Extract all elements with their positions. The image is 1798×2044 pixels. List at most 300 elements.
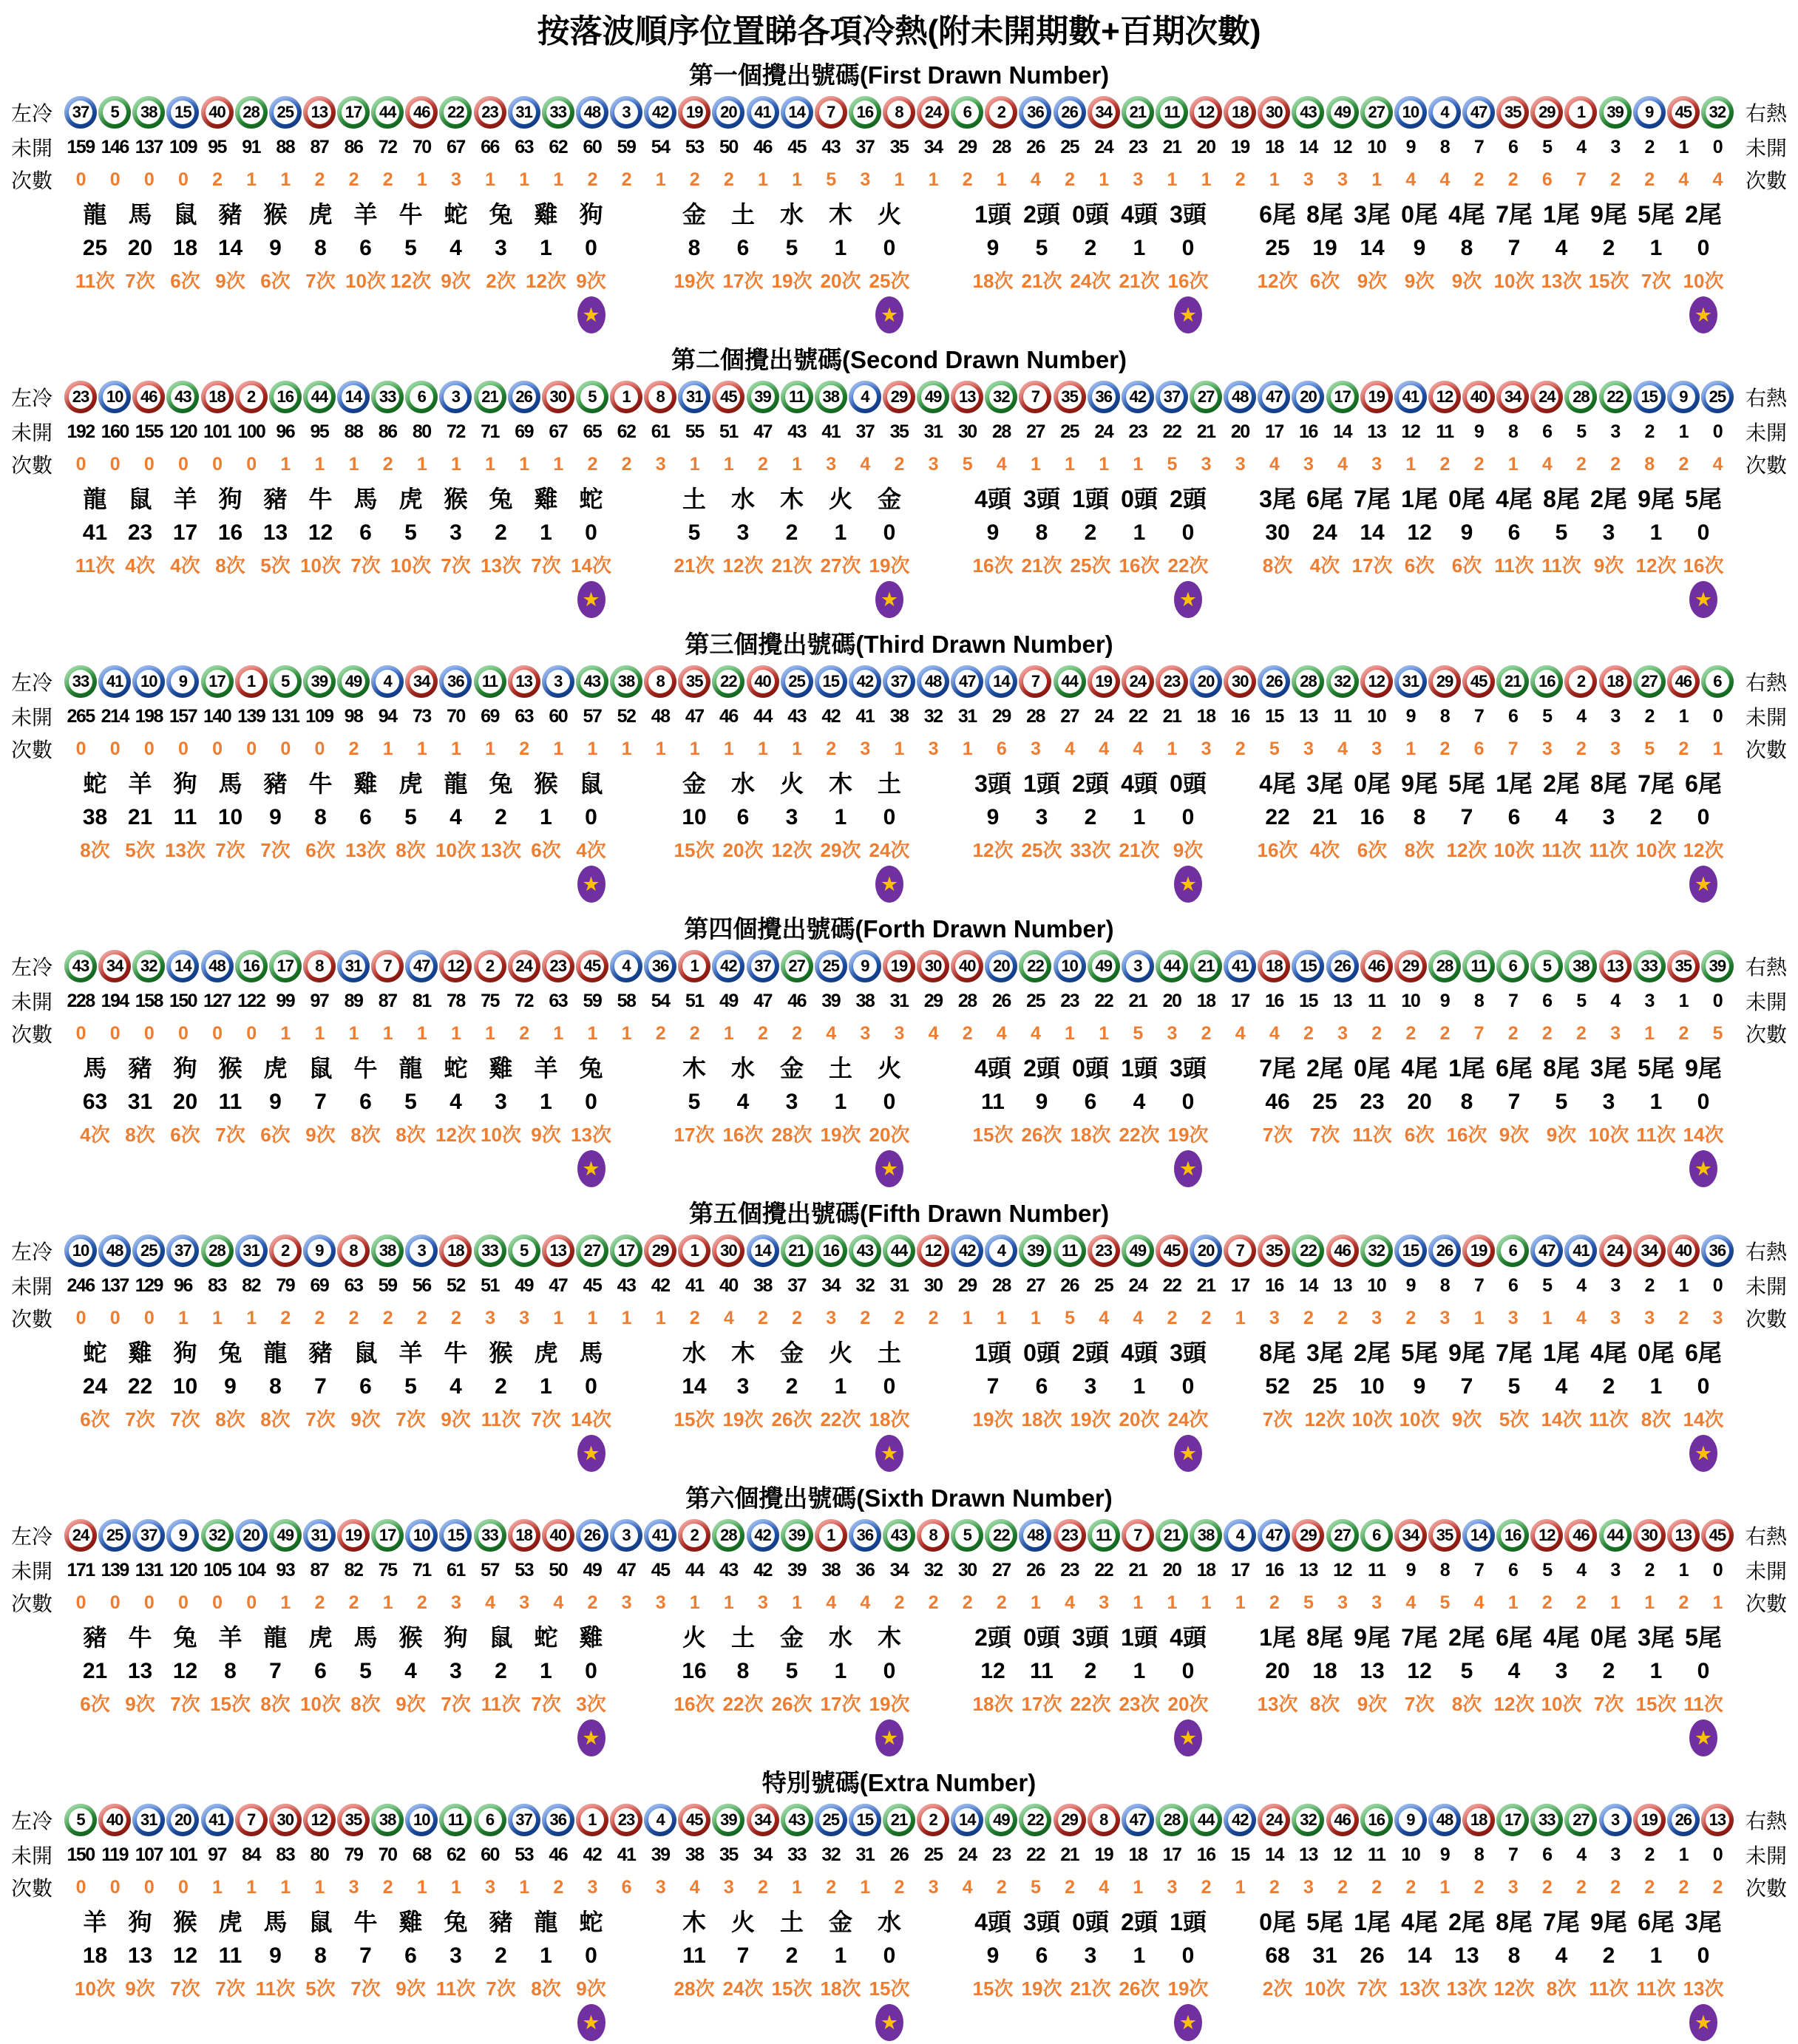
times-count: 3: [1371, 1592, 1382, 1613]
not-drawn-count: 9: [1405, 1559, 1416, 1580]
group-value: 0: [1181, 805, 1195, 829]
group-label: 狗: [128, 1909, 152, 1935]
group-label: 土: [877, 1340, 901, 1366]
star-cell: [1632, 866, 1680, 906]
times-count: 2: [314, 169, 325, 190]
star-cell: [569, 296, 614, 336]
ball-number: 7: [1228, 1239, 1252, 1263]
group-times: 4次: [125, 554, 155, 577]
group-label: 3尾: [1685, 1909, 1722, 1935]
group-value: 1: [540, 520, 552, 545]
times-count: 1: [212, 1876, 222, 1898]
lottery-ball: [1360, 381, 1393, 413]
not-drawn-count: 7: [1473, 136, 1484, 157]
group-times: 9次: [441, 1408, 471, 1430]
group-times: 13次: [481, 839, 521, 861]
times-count: 0: [177, 1022, 188, 1044]
not-drawn-count: 34: [821, 1274, 841, 1296]
section-title: 第一個攪出號碼(First Drawn Number): [688, 61, 1110, 89]
star-cell: [865, 296, 914, 336]
lottery-ball: [235, 950, 268, 982]
group-value: 0: [883, 1943, 896, 1968]
not-drawn-count: 63: [549, 990, 568, 1011]
star-cell: [208, 581, 253, 621]
times-count: 2: [1235, 738, 1245, 759]
ball-number: 41: [751, 101, 775, 124]
group-elements: [670, 1620, 914, 1759]
lottery-ball: [712, 96, 744, 129]
lottery-ball: [166, 1519, 199, 1552]
times-label: 次數: [1745, 169, 1787, 192]
group-label: 鼠: [128, 486, 152, 512]
star-icon: ★: [577, 866, 605, 903]
ball-number: 15: [1638, 385, 1661, 409]
times-count: 3: [860, 738, 870, 759]
lottery-ball: [1564, 950, 1597, 982]
not-drawn-count: 43: [787, 705, 807, 727]
group-times: 13次: [1683, 1977, 1724, 2000]
not-drawn-count: 13: [1299, 1844, 1317, 1865]
lottery-ball: [439, 1519, 472, 1552]
group-value: 46: [1265, 1090, 1290, 1114]
lottery-ball: [1122, 96, 1154, 129]
group-label: 3頭: [1023, 486, 1060, 512]
lottery-ball: [1326, 1235, 1359, 1267]
ball-number: 37: [69, 101, 92, 124]
group-elements: [670, 197, 914, 336]
ball-number: 43: [580, 670, 604, 693]
ball-number: 14: [989, 670, 1013, 693]
times-count: 2: [962, 1592, 972, 1613]
not-drawn-count: 63: [515, 136, 534, 157]
group-value: 63: [82, 1090, 108, 1114]
not-drawn-count: 47: [753, 990, 772, 1011]
times-count: 2: [758, 1307, 767, 1328]
not-drawn-count: 34: [753, 1844, 772, 1865]
not-drawn-count: 15: [1299, 990, 1317, 1011]
group-value: 7: [359, 1943, 372, 1968]
lottery-ball: [474, 1519, 506, 1552]
ball-number: 30: [1262, 101, 1286, 124]
not-drawn-count: 21: [1060, 1844, 1079, 1865]
group-label: 4尾: [1590, 1340, 1627, 1366]
times-count: 2: [894, 1876, 904, 1898]
star-cell: [523, 1150, 569, 1190]
star-icon: ★: [1174, 581, 1202, 618]
star-cell: [719, 2004, 767, 2044]
group-times: 13次: [571, 1124, 611, 1146]
star-icon: ★: [577, 2004, 605, 2041]
group-value: 7: [314, 1090, 327, 1114]
ball-number: 30: [274, 1808, 297, 1832]
ball-number: 21: [1126, 101, 1150, 124]
lottery-ball: [1360, 665, 1393, 698]
group-label: 狗: [173, 770, 197, 797]
group-value: 8: [224, 1659, 237, 1683]
not-drawn-count: 6: [1542, 990, 1552, 1011]
times-count: 3: [1507, 1307, 1518, 1328]
times-count: 2: [962, 1022, 972, 1044]
not-drawn-count: 7: [1507, 990, 1518, 1011]
ball-number: 37: [751, 954, 775, 978]
not-drawn-count: 79: [276, 1274, 295, 1296]
group-times: 21次: [1070, 1977, 1111, 2000]
times-count: 1: [1644, 1022, 1655, 1044]
times-count: 2: [1337, 1876, 1348, 1898]
lottery-ball: [1496, 1804, 1529, 1836]
not-drawn-count: 119: [101, 1844, 129, 1865]
times-count: 2: [928, 1592, 938, 1613]
star-cell: [1301, 1150, 1348, 1190]
group-times: 10次: [1493, 270, 1535, 292]
times-count: 1: [1133, 453, 1143, 475]
group-value: 9: [224, 1374, 237, 1399]
not-drawn-row: [0, 700, 1798, 733]
lottery-ball: [1462, 381, 1495, 413]
group-label: 土: [730, 1624, 755, 1651]
lottery-ball: [1496, 1235, 1529, 1267]
times-count: 3: [723, 1876, 733, 1898]
lottery-ball: [610, 665, 642, 698]
times-count: 2: [1678, 1022, 1689, 1044]
ball-number: 45: [580, 954, 604, 978]
not-drawn-count: 22: [1162, 1274, 1181, 1296]
group-value: 0: [1697, 520, 1710, 545]
group-value: 1: [1133, 1374, 1146, 1399]
group-times: 9次: [305, 1124, 336, 1146]
group-times: 4次: [1309, 554, 1340, 577]
star-cell: [343, 1719, 388, 1759]
group-times: 8次: [350, 1124, 381, 1146]
group-times: 12次: [526, 270, 566, 292]
ball-number: 9: [171, 1524, 194, 1547]
group-times: 27次: [820, 554, 861, 577]
star-cell: [1164, 1435, 1212, 1475]
lottery-ball: [576, 1519, 608, 1552]
group-value: 1: [1649, 1659, 1663, 1683]
times-count: 2: [1405, 1307, 1416, 1328]
not-drawn-count: 139: [101, 1559, 129, 1580]
not-drawn-count: 69: [481, 705, 499, 727]
lottery-ball: [337, 1235, 370, 1267]
group-value: 12: [308, 520, 333, 545]
ball-number: 23: [1092, 1239, 1116, 1263]
ball-number: 43: [1296, 101, 1320, 124]
group-label: 4頭: [1121, 770, 1158, 797]
group-value: 25: [1312, 1374, 1337, 1399]
group-zodiac: [72, 1336, 614, 1475]
group-times: 16次: [722, 1124, 764, 1146]
not-drawn-count: 122: [237, 990, 265, 1011]
not-drawn-count: 18: [1196, 705, 1215, 727]
times-count: 1: [1133, 1876, 1143, 1898]
group-times: 19次: [771, 270, 813, 292]
group-value: 4: [450, 236, 462, 260]
ball-number: 6: [1501, 1239, 1524, 1263]
ball-number: 32: [989, 385, 1013, 409]
group-value: 3: [1555, 1659, 1568, 1683]
star-cell: [968, 1719, 1017, 1759]
lottery-ball: [781, 665, 813, 698]
not-drawn-count: 40: [719, 1274, 738, 1296]
not-drawn-count: 44: [685, 1559, 704, 1580]
lottery-ball: [917, 1519, 949, 1552]
group-value: 9: [269, 1943, 282, 1968]
star-cell: [1164, 866, 1212, 906]
not-drawn-count: 5: [1542, 1559, 1552, 1580]
group-heads: [968, 1051, 1212, 1190]
lottery-ball: [1633, 96, 1666, 129]
times-count: 3: [519, 1307, 529, 1328]
lottery-ball: [1326, 96, 1359, 129]
times-count: 1: [655, 1307, 665, 1328]
group-value: 1: [834, 1090, 847, 1114]
star-cell: [1632, 1150, 1680, 1190]
group-label: 狗: [579, 201, 603, 228]
ball-number: 4: [648, 1808, 672, 1832]
group-label: 3頭: [1170, 1055, 1207, 1082]
group-label: 羊: [128, 770, 152, 797]
star-cell: [1115, 581, 1164, 621]
not-drawn-count: 32: [923, 705, 943, 727]
lottery-ball: [1599, 665, 1632, 698]
times-count: 1: [792, 1876, 802, 1898]
lottery-ball: [1564, 381, 1597, 413]
not-drawn-count: 47: [753, 421, 772, 442]
lottery-ball: [1292, 381, 1324, 413]
group-value: 8: [1460, 236, 1473, 260]
group-label: 4尾: [1401, 1055, 1438, 1082]
group-value: 0: [883, 520, 896, 545]
group-times: 11次: [1589, 1408, 1629, 1430]
ball-number: 30: [921, 954, 945, 978]
group-times: 8次: [1546, 1977, 1577, 2000]
times-row: [0, 163, 1798, 196]
not-drawn-count: 15: [1230, 1844, 1249, 1865]
star-cell: [767, 581, 816, 621]
ball-row: [0, 948, 1798, 985]
ball-number: 43: [853, 1239, 877, 1263]
ball-number: 19: [342, 1524, 365, 1547]
not-drawn-count: 67: [549, 421, 568, 442]
group-times: 7次: [350, 554, 381, 577]
lottery-ball: [1054, 1804, 1086, 1836]
star-icon: ★: [875, 581, 903, 618]
group-value: 7: [986, 1374, 1000, 1399]
ball-number: 33: [1638, 954, 1661, 978]
group-value: 10: [217, 805, 243, 829]
not-drawn-count: 4: [1576, 1274, 1586, 1296]
times-count: 2: [1439, 1022, 1450, 1044]
lottery-ball: [235, 96, 268, 129]
not-drawn-count: 150: [67, 1844, 95, 1865]
left-cold-label: 左冷: [10, 956, 52, 979]
star-cell: [1348, 581, 1396, 621]
times-count: 1: [689, 453, 699, 475]
lottery-ball: [371, 96, 404, 129]
lottery-ball: [1224, 950, 1256, 982]
star-cell: [1632, 1719, 1680, 1759]
ball-number: 19: [1467, 1239, 1490, 1263]
not-drawn-count: 93: [276, 1559, 295, 1580]
group-value: 8: [1413, 805, 1426, 829]
ball-number: 6: [478, 1808, 502, 1832]
times-count: 4: [485, 1592, 495, 1613]
group-label: 狗: [173, 1055, 197, 1082]
ball-number: 7: [240, 1808, 263, 1832]
group-times: 10次: [75, 1977, 115, 2000]
times-count: 1: [723, 738, 733, 759]
star-cell: [343, 1150, 388, 1190]
star-cell: [478, 581, 523, 621]
times-count: 4: [1133, 1307, 1143, 1328]
group-value: 20: [1407, 1090, 1432, 1114]
times-count: 1: [553, 738, 563, 759]
group-value: 20: [127, 236, 153, 260]
not-drawn-count: 25: [1060, 136, 1079, 157]
group-value: 2: [1084, 1659, 1097, 1683]
star-cell: [478, 1435, 523, 1475]
group-label: 虎: [398, 770, 423, 797]
times-count: 1: [1031, 1592, 1040, 1613]
ball-number: 7: [1023, 670, 1047, 693]
ball-number: 16: [274, 385, 297, 409]
times-count: 1: [1167, 1592, 1177, 1613]
times-count: 2: [792, 1022, 802, 1044]
lottery-ball: [917, 950, 949, 982]
lottery-ball: [1701, 1519, 1734, 1552]
lottery-ball: [166, 96, 199, 129]
ball-number: 34: [751, 1808, 775, 1832]
group-value: 3: [1602, 1090, 1615, 1114]
group-times: 18次: [972, 1693, 1014, 1715]
ball-number: 43: [69, 954, 92, 978]
times-label: 次數: [10, 1308, 52, 1331]
not-drawn-count: 1: [1678, 705, 1689, 727]
star-icon: ★: [1174, 866, 1202, 903]
group-value: 0: [1181, 236, 1195, 260]
times-count: 0: [143, 1876, 154, 1898]
group-times: 7次: [1404, 1693, 1435, 1715]
not-drawn-count: 13: [1333, 1274, 1351, 1296]
group-times: 15次: [674, 839, 715, 861]
group-label: 虎: [398, 486, 423, 512]
ball-number: 35: [682, 670, 706, 693]
group-label: 龍: [534, 1909, 558, 1935]
group-times: 25次: [1021, 839, 1062, 861]
group-value: 30: [1265, 520, 1290, 545]
lottery-ball: [781, 96, 813, 129]
star-cell: [1443, 296, 1490, 336]
lottery-ball: [1122, 950, 1154, 982]
group-value: 5: [404, 1374, 417, 1399]
group-value: 1: [1133, 1943, 1146, 1968]
times-count: 3: [826, 1307, 836, 1328]
lottery-ball: [132, 1804, 165, 1836]
group-value: 8: [736, 1659, 750, 1683]
star-cell: [1632, 2004, 1680, 2044]
group-label: 4頭: [1121, 1340, 1158, 1366]
not-drawn-count: 4: [1576, 705, 1586, 727]
group-label: 兔: [489, 770, 513, 797]
lottery-ball: [1496, 1519, 1529, 1552]
lottery-ball: [644, 1235, 676, 1267]
not-drawn-row: [0, 1554, 1798, 1586]
group-label: 4頭: [974, 1909, 1011, 1935]
star-cell: [865, 1435, 914, 1475]
times-count: 0: [109, 738, 120, 759]
group-times: 22次: [1070, 1693, 1111, 1715]
ball-number: 36: [1023, 101, 1047, 124]
group-value: 6: [359, 236, 372, 260]
lottery-ball: [678, 1235, 710, 1267]
lottery-ball: [1156, 950, 1188, 982]
lottery-ball: [439, 1804, 472, 1836]
group-label: 0頭: [1023, 1624, 1060, 1651]
lottery-ball: [1224, 381, 1256, 413]
times-count: 6: [621, 1876, 631, 1898]
group-times: 10次: [1493, 839, 1535, 861]
ball-number: 32: [206, 1524, 229, 1547]
ball-number: 11: [1058, 1239, 1082, 1263]
times-row: [0, 1871, 1798, 1904]
ball-number: 19: [887, 954, 911, 978]
times-count: 0: [246, 1592, 257, 1613]
group-label: 3頭: [1072, 1624, 1109, 1651]
not-drawn-count: 13: [1333, 990, 1351, 1011]
times-count: 4: [1541, 453, 1552, 475]
star-cell: [865, 581, 914, 621]
ball-number: 35: [342, 1808, 365, 1832]
times-count: 2: [826, 1876, 836, 1898]
lottery-ball: [1394, 381, 1427, 413]
not-drawn-count: 22: [1026, 1844, 1045, 1865]
ball-number: 49: [989, 1808, 1013, 1832]
not-drawn-count: 59: [378, 1274, 397, 1296]
group-times: 10次: [1635, 839, 1677, 861]
ball-number: 16: [853, 101, 877, 124]
times-count: 2: [1065, 1876, 1075, 1898]
group-value: 5: [404, 1090, 417, 1114]
ball-number: 15: [819, 670, 843, 693]
star-cell: [670, 1719, 719, 1759]
group-label: 金: [779, 1340, 804, 1366]
group-times: 13次: [1446, 1977, 1487, 2000]
group-label: 雞: [353, 770, 378, 797]
group-times: 12次: [435, 1124, 476, 1146]
not-drawn-count: 21: [1162, 136, 1181, 157]
drawn-number-section: [0, 910, 1798, 1190]
group-times: 12次: [972, 839, 1014, 861]
times-row: [0, 1586, 1798, 1619]
star-cell: [1254, 2004, 1301, 2044]
not-drawn-count: 43: [821, 136, 841, 157]
not-drawn-count: 17: [1264, 421, 1283, 442]
star-cell: [72, 1435, 118, 1475]
lottery-ball: [1156, 381, 1188, 413]
lottery-ball: [98, 381, 131, 413]
not-drawn-count: 27: [991, 1559, 1011, 1580]
lottery-ball: [439, 665, 472, 698]
group-label: 7尾: [1401, 1624, 1438, 1651]
times-count: 2: [1575, 1592, 1586, 1613]
group-times: 9次: [1404, 270, 1435, 292]
times-count: 1: [382, 1592, 393, 1613]
group-label: 蛇: [444, 1055, 468, 1082]
star-cell: [1017, 296, 1066, 336]
lottery-ball: [508, 950, 540, 982]
group-value: 5: [785, 236, 798, 260]
